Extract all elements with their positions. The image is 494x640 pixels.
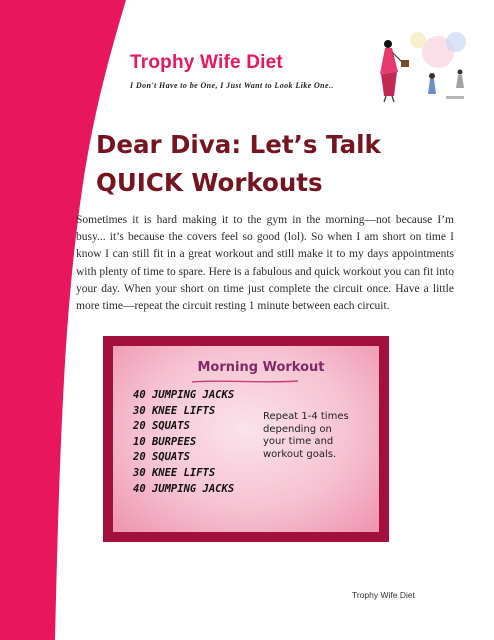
fashion-illustration [368, 22, 472, 104]
exercise-item: 20 SQUATS [133, 451, 190, 464]
footer-brand: Trophy Wife Diet [352, 590, 415, 600]
exercise-item: 10 BURPEES [133, 435, 197, 448]
workout-card [113, 346, 379, 532]
brand-tagline: I Don't Have to be One, I Just Want to Look Like One.. [130, 81, 334, 90]
exercise-item: 40 JUMPING JACKS [133, 389, 235, 401]
repeat-note: Repeat 1-4 times depending on your time and workout goals. [263, 411, 349, 460]
article-heading [96, 126, 476, 202]
exercise-item: 20 SQUATS [133, 420, 190, 433]
heading-line-2: QUICK Workouts [96, 168, 323, 197]
exercise-item: 30 KNEE LIFTS [133, 466, 216, 479]
exercise-list [133, 388, 234, 497]
workout-image-frame [103, 336, 389, 542]
exercise-item: 40 JUMPING JACKS [133, 482, 235, 495]
workout-card-title: Morning Workout [197, 360, 325, 375]
exercise-item: 30 KNEE LIFTS [133, 404, 216, 417]
article-body: Sometimes it is hard making it to the gym in the morning—not because I’m busy... it’s because the covers feel so good (lol). So when I am short on time I know I can still fit in a great workout and still make it to my days appointments with plenty of time to spare. Here is a fabulous and quick workout you can fit into your day. When your short on time just complete the circuit once. Have a little more time—repeat the circuit resting 1 minute between each circuit. [76, 214, 454, 313]
title-underline [190, 379, 300, 384]
brand-title: Trophy Wife Diet [130, 52, 283, 73]
heading-line-1: Dear Diva: Let’s Talk [96, 130, 381, 159]
